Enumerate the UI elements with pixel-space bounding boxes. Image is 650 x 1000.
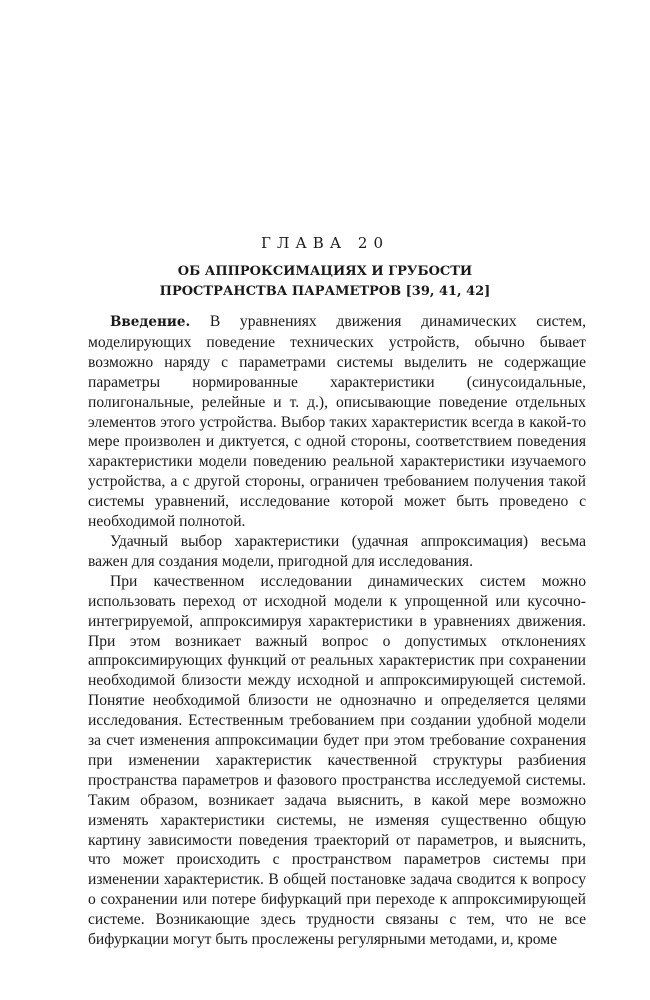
chapter-label: ГЛАВА 20 [260, 234, 390, 252]
paragraph: Удачный выбор характеристики (удачная аппроксимация) весьма важен для создания модели, пригодной для исследования. [88, 532, 586, 570]
chapter-title-line-1: ОБ АППРОКСИМАЦИЯХ И ГРУБОСТИ [177, 264, 473, 279]
paragraph-text: В уравнениях движения динамических систем, моделирующих поведение технических устройств, обычно бывает возможно наряду с параметрами системы выделить не содержащие параметры нормированные характеристики (синусоидальные, полигональные, релейные и т. д.), описывающие поведение отдельных элементов этого устройства. Выбор таких характеристик всегда в какой-то мере произволен и диктуется, с одной стороны, соответствием поведения характеристики модели поведению реальной характеристики изучаемого устройства, а с другой стороны, ограничен требованием получения такой системы уравнений, исследование которой может быть проведено с необходимой полнотой. [88, 313, 586, 531]
chapter-title-line-2: ПРОСТРАНСТВА ПАРАМЕТРОВ [39, 41, 42] [159, 284, 491, 299]
chapter-title [60, 262, 590, 302]
paragraph-lead: Введение. [110, 314, 191, 330]
paragraph-introduction [88, 312, 586, 532]
body-text [88, 312, 586, 950]
paragraph: При качественном исследовании динамических систем можно использовать переход от исходной модели к упрощенной или кусочно-интегрируемой, аппроксимируя характеристики в уравнениях движения. При этом возникает важный вопрос о допустимых отклонениях аппроксимирующих функций от реальных характеристик при сохранении необходимой близости между исходной и аппроксимирующей системой. Понятие необходимой близости не однозначно и определяется целями исследования. Естественным требованием при создании удобной модели за счет изменения аппроксимации будет при этом требование сохранения при изменении характеристик качественной структуры разбиения пространства параметров и фазового пространства исследуемой системы. Таким образом, возникает задача выяснить, в какой мере возможно изменять характеристики системы, не изменяя существенно общую картину зависимости поведения траекторий от параметров, и выяснить, что может происходить с пространством параметров системы при изменении характеристик. В общей постановке задача сводится к вопросу о сохранении или потере бифуркаций при переходе к аппроксимирующей системе. Возникающие здесь трудности связаны с тем, что не все бифуркации могут быть прослежены регулярными методами, и, кроме [88, 572, 586, 949]
